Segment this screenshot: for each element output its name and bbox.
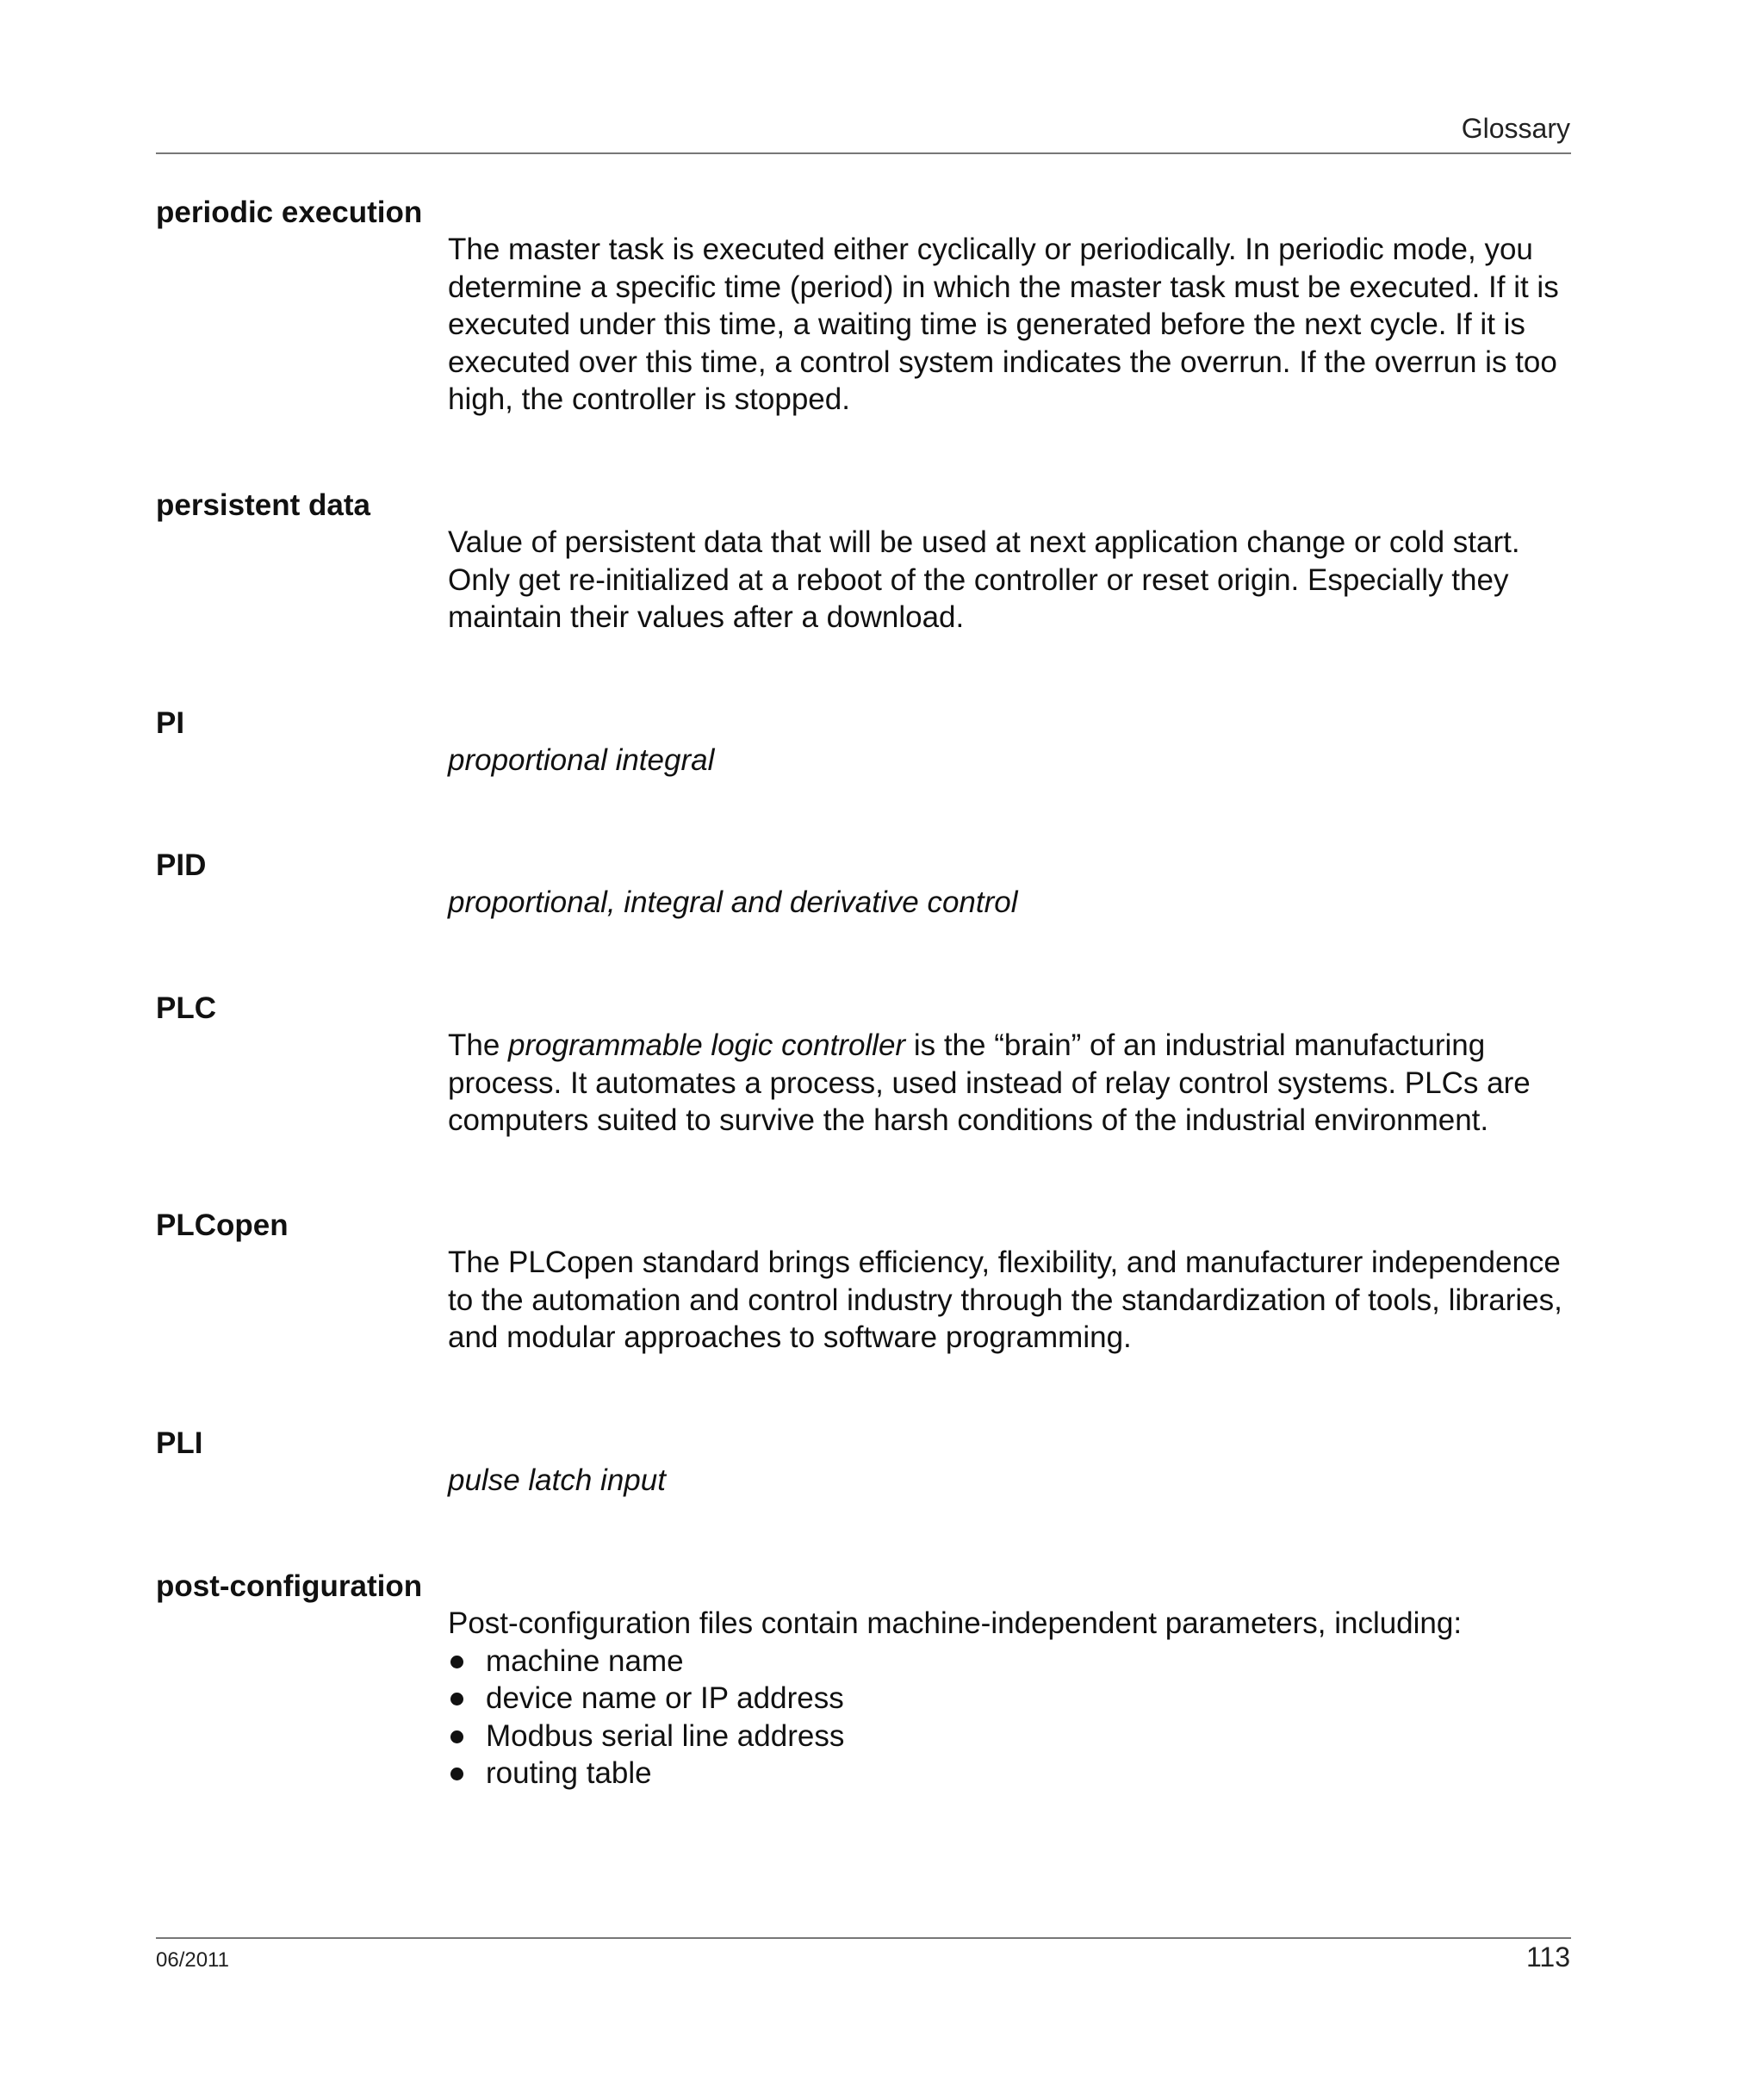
footer-divider bbox=[156, 1937, 1571, 1939]
term: PLCopen bbox=[156, 1208, 289, 1242]
definition-text-end: is the “brain” of an industrial manufacturing process. It automates a process, used instead of relay control systems. PLCs are computers suited to survive the harsh conditions of the industrial environment. bbox=[448, 1028, 1531, 1138]
term: PLC bbox=[156, 991, 216, 1025]
definition-text: proportional, integral and derivative control bbox=[448, 885, 1018, 919]
term: periodic execution bbox=[156, 196, 423, 229]
definition bbox=[448, 742, 1571, 780]
term: persistent data bbox=[156, 488, 370, 522]
section-title: Glossary bbox=[1461, 113, 1570, 144]
term: PLI bbox=[156, 1426, 203, 1460]
glossary-entry-periodic-execution bbox=[156, 194, 1571, 419]
glossary-entry-pi bbox=[156, 705, 1571, 780]
term: PI bbox=[156, 706, 185, 740]
definition bbox=[448, 231, 1571, 419]
definition-text: The PLCopen standard brings efficiency, flexibility, and manufacturer independence to the automation and control industry through the standardization of tools, libraries, and modular approaches to software programming. bbox=[448, 1246, 1562, 1355]
term: PID bbox=[156, 848, 207, 882]
page-number: 113 bbox=[1525, 1942, 1570, 1973]
definition-text: pulse latch input bbox=[448, 1463, 666, 1497]
definition-emphasis: programmable logic controller bbox=[508, 1028, 906, 1062]
list-item: machine name bbox=[448, 1643, 1571, 1681]
list-item: device name or IP address bbox=[448, 1680, 1571, 1718]
header-divider bbox=[156, 152, 1571, 154]
glossary-entry-plcopen bbox=[156, 1207, 1571, 1357]
glossary-entry-post-configuration bbox=[156, 1568, 1571, 1792]
definition-text: Post-configuration files contain machine-independent parameters, including: bbox=[448, 1606, 1463, 1640]
parameter-list bbox=[448, 1643, 1571, 1792]
glossary-entry-pid bbox=[156, 847, 1571, 922]
definition bbox=[448, 884, 1571, 922]
definition bbox=[448, 1027, 1571, 1140]
glossary-entry-pli bbox=[156, 1425, 1571, 1500]
list-item: Modbus serial line address bbox=[448, 1718, 1571, 1755]
definition bbox=[448, 1244, 1571, 1357]
list-item: routing table bbox=[448, 1755, 1571, 1792]
definition bbox=[448, 524, 1571, 637]
definition-text-start: The bbox=[448, 1028, 509, 1062]
definition bbox=[448, 1462, 1571, 1500]
glossary-entry-persistent-data bbox=[156, 487, 1571, 637]
definition-text: proportional integral bbox=[448, 743, 715, 777]
footer-date: 06/2011 bbox=[156, 1948, 229, 1972]
term: post-configuration bbox=[156, 1569, 423, 1603]
definition-text: The master task is executed either cyclically or periodically. In periodic mode, you determine a specific time (period) in which the master task must be executed. If it is executed under this time, a waiting time is generated before the next cycle. If it is executed over this time, a control system indicates the overrun. If the overrun is too high, the controller is stopped. bbox=[448, 233, 1559, 417]
definition-text: Value of persistent data that will be used at next application change or cold start. Only get re-initialized at a reboot of the controller or reset origin. Especially they maintain their values after a download. bbox=[448, 525, 1520, 635]
definition bbox=[448, 1605, 1571, 1792]
glossary-entry-plc bbox=[156, 990, 1571, 1140]
definition-text bbox=[448, 1027, 1571, 1140]
